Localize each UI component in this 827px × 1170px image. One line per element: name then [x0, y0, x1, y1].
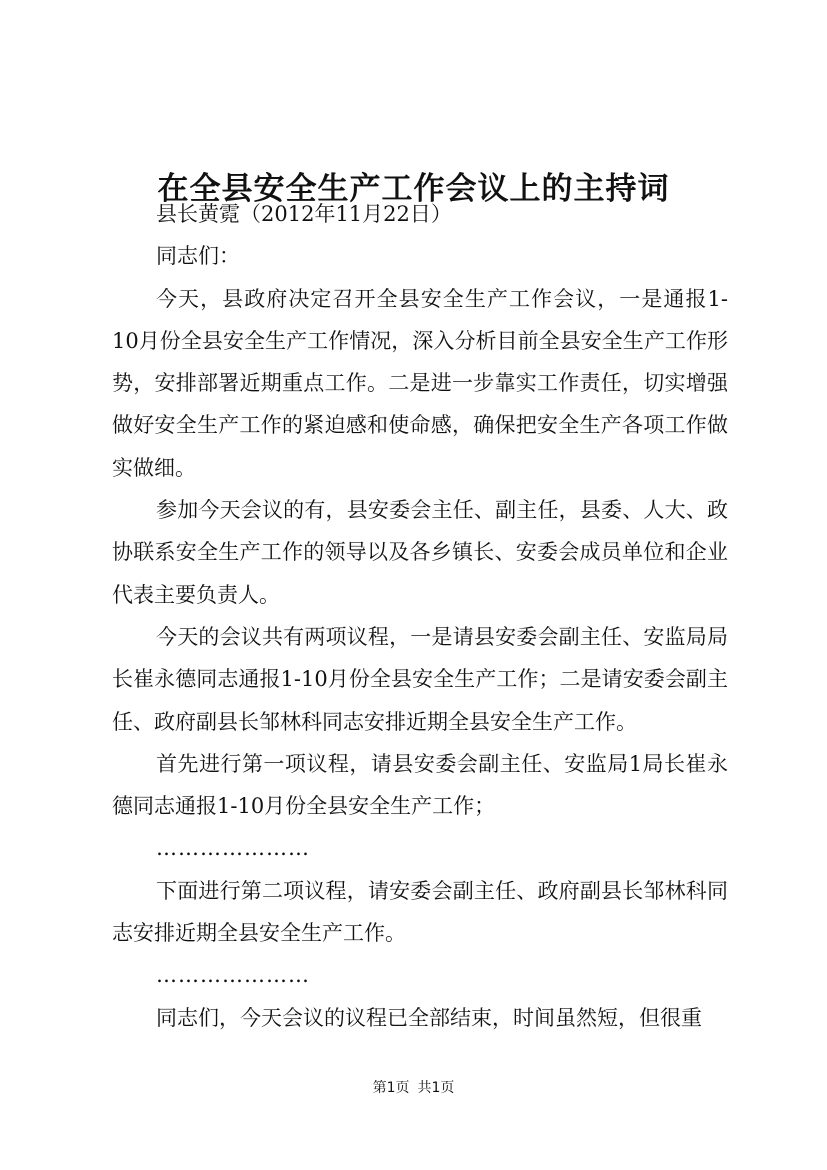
- paragraph-attendees: 参加今天会议的有，县安委会主任、副主任，县委、人大、政协联系安全生产工作的领导以及各乡镇长、安委会成员单位和企业代表主要负责人。: [112, 498, 728, 607]
- document-title: 在全县安全生产工作会议上的主持词: [157, 170, 670, 207]
- ellipsis-separator: …………………: [156, 836, 310, 861]
- paragraph-opening: 今天，县政府决定召开全县安全生产工作会议，一是通报1-10月份全县安全生产工作情况，深入分析目前全县安全生产工作形势，安排部署近期重点工作。二是进一步靠实工作责任，切实增强做好安全生产工作的紧迫感和使命感，确保把安全生产各项工作做实做细。: [112, 286, 728, 480]
- salutation: 同志们：: [156, 244, 240, 269]
- author-line: 县长黄霓（2012年11月22日）: [156, 202, 452, 226]
- page-total: 共1页: [417, 1080, 455, 1096]
- ellipsis-separator: …………………: [156, 963, 310, 988]
- paragraph-agenda: 今天的会议共有两项议程，一是请县安委会副主任、安监局局长崔永德同志通报1-10月份全县安全生产工作；二是请安委会副主任、政府副县长邹林科同志安排近期全县安全生产工作。: [112, 624, 728, 734]
- document-body: [112, 193, 728, 1039]
- paragraph-first-item: 首先进行第一项议程，请县安委会副主任、安监局1局长崔永德同志通报1-10月份全县安全生产工作；: [112, 751, 728, 819]
- paragraph-second-item: 下面进行第二项议程，请安委会副主任、政府副县长邹林科同志安排近期全县安全生产工作。: [112, 878, 728, 946]
- page-number: 第1页: [372, 1080, 410, 1096]
- page-footer: [0, 1078, 827, 1098]
- paragraph-closing: 同志们，今天会议的议程已全部结束，时间虽然短，但很重: [156, 1005, 702, 1030]
